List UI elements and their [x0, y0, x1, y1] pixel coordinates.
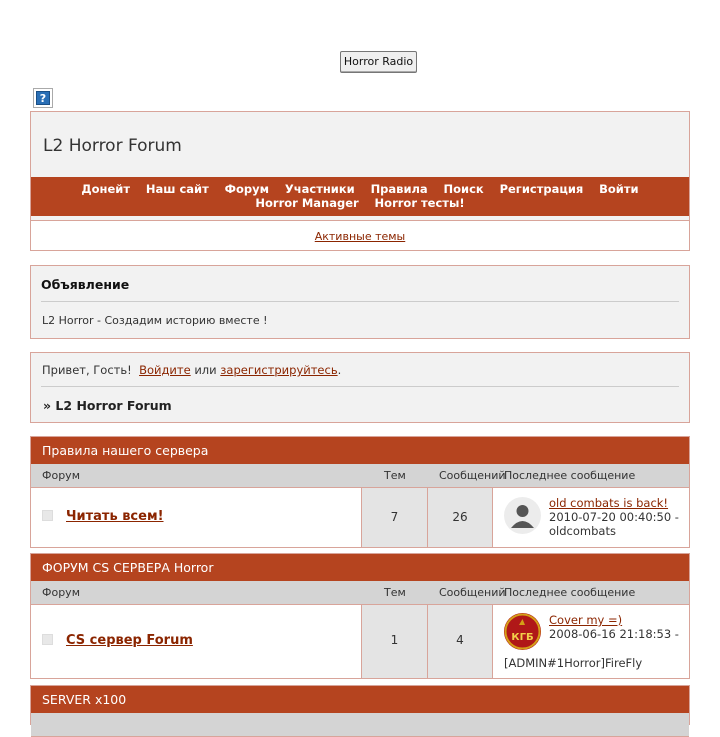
posts-cell [428, 488, 493, 547]
col-topics: Тем [384, 586, 406, 599]
nav-search[interactable]: Поиск [443, 182, 484, 196]
topics-cell [362, 488, 428, 547]
topics-cell [362, 605, 428, 678]
breadcrumb: » L2 Horror Forum [43, 398, 172, 413]
col-posts: Сообщений [439, 469, 506, 482]
forum-cell [31, 488, 362, 547]
horror-radio-button[interactable]: Horror Radio [340, 51, 417, 73]
announcement-divider [41, 301, 679, 302]
col-last: Последнее сообщение [504, 586, 636, 599]
greeting-box [30, 352, 690, 423]
announcement-text: L2 Horror - Создадим историю вместе ! [42, 314, 268, 327]
kgb-badge-icon [504, 613, 541, 650]
greeting-or: или [194, 363, 217, 377]
topics-count: 7 [390, 510, 399, 524]
nav-horror-manager[interactable]: Horror Manager [255, 196, 359, 210]
register-link[interactable]: зарегистрируйтесь [220, 363, 338, 377]
nav-rules[interactable]: Правила [370, 182, 428, 196]
user-avatar-icon [504, 497, 541, 534]
forum-link[interactable]: CS сервер Forum [66, 633, 193, 648]
nav-login[interactable]: Войти [599, 182, 639, 196]
last-post-user[interactable]: [ADMIN#1Horror]FireFly [504, 656, 643, 670]
nav-horror-tests[interactable]: Horror тесты! [374, 196, 465, 210]
forum-section [30, 553, 690, 679]
posts-cell [428, 605, 493, 678]
nav-members[interactable]: Участники [284, 182, 355, 196]
nav-forum[interactable]: Форум [224, 182, 270, 196]
last-post-date: 2010-07-20 00:40:50 - [549, 510, 679, 524]
posts-count: 4 [456, 633, 464, 647]
active-topics-link[interactable]: Активные темы [314, 230, 406, 243]
column-header-row [31, 581, 689, 605]
last-post-link[interactable]: Cover my =) [549, 613, 623, 627]
login-link[interactable]: Войдите [139, 363, 191, 377]
forum-status-icon [42, 510, 53, 521]
section-title: SERVER x100 [31, 686, 689, 713]
column-header-row [31, 713, 689, 737]
last-post-user[interactable]: oldcombats [549, 524, 616, 538]
forum-link[interactable]: Читать всем! [66, 509, 164, 524]
last-post-date: 2008-06-16 21:18:53 - [549, 627, 679, 641]
column-header-row [31, 464, 689, 488]
forum-section [30, 685, 690, 725]
forum-status-icon [42, 634, 53, 645]
col-forum: Форум [42, 469, 80, 482]
last-post-link[interactable]: old combats is back! [549, 496, 669, 510]
forum-section [30, 436, 690, 548]
posts-count: 26 [452, 510, 468, 524]
greeting-divider [41, 386, 679, 387]
nav-donate[interactable]: Донейт [81, 182, 131, 196]
help-icon[interactable] [33, 88, 53, 108]
forum-cell [31, 605, 362, 678]
main-nav [31, 177, 689, 216]
announcement-box [30, 265, 690, 339]
section-title: ФОРУМ CS СЕРВЕРА Horror [31, 554, 689, 581]
col-forum: Форум [42, 586, 80, 599]
topics-count: 1 [390, 633, 399, 647]
kgb-badge-text: КГБ [511, 632, 534, 643]
announcement-title: Объявление [41, 277, 130, 292]
active-topics-bar [30, 220, 690, 251]
greeting-line [42, 363, 341, 377]
forum-row [31, 488, 689, 547]
col-last: Последнее сообщение [504, 469, 636, 482]
forum-row [31, 605, 689, 678]
nav-register[interactable]: Регистрация [499, 182, 584, 196]
greeting-text: Привет, Гость! [42, 363, 132, 377]
site-title: L2 Horror Forum [43, 136, 182, 156]
help-glyph: ? [36, 91, 50, 105]
col-topics: Тем [384, 469, 406, 482]
section-title: Правила нашего сервера [31, 437, 689, 464]
last-post-cell [493, 605, 689, 678]
col-posts: Сообщений [439, 586, 506, 599]
nav-our-site[interactable]: Наш сайт [145, 182, 209, 196]
last-post-cell [493, 488, 689, 547]
greeting-suffix: . [337, 363, 342, 377]
